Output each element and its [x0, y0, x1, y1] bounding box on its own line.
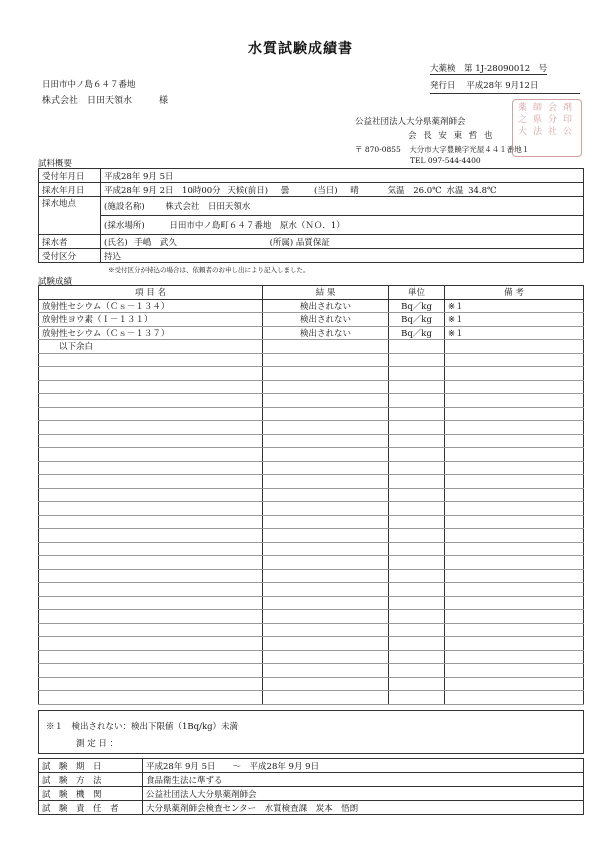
received-label: 受付年月日: [39, 169, 101, 183]
empty-cell: [389, 691, 445, 705]
footnote-box: [38, 710, 584, 754]
empty-cell: [445, 569, 584, 583]
empty-cell: [389, 677, 445, 691]
recipient-address: 日田市中ノ島６４７番地: [42, 80, 136, 90]
empty-cell: [445, 583, 584, 597]
water-temp: 34.8℃: [468, 185, 497, 196]
empty-cell: [445, 407, 584, 421]
empty-cell: [39, 367, 263, 381]
summary-row-sampler: [39, 235, 584, 249]
empty-cell: [39, 380, 263, 394]
empty-cell: [445, 542, 584, 556]
results-table: [38, 285, 584, 705]
header-remark: 備 考: [445, 286, 584, 300]
issuer-tel: TEL 097-544-4400: [410, 156, 481, 165]
empty-cell: [445, 421, 584, 435]
empty-cell: [445, 353, 584, 367]
empty-cell: [389, 623, 445, 637]
empty-cell: [39, 623, 263, 637]
table-row: [39, 664, 584, 678]
empty-cell: [39, 407, 263, 421]
table-row: [39, 448, 584, 462]
location-label: 採水地点: [39, 197, 101, 235]
test-method-label: 試 験 方 法: [39, 773, 143, 787]
unit-cell: [389, 340, 445, 354]
empty-cell: [263, 610, 389, 624]
header-result: 結 果: [263, 286, 389, 300]
empty-cell: [445, 529, 584, 543]
empty-cell: [445, 434, 584, 448]
empty-cell: [389, 515, 445, 529]
empty-cell: [389, 367, 445, 381]
table-row: [39, 299, 584, 313]
empty-cell: [263, 488, 389, 502]
issuer-president: 会 長 安 東 哲 也: [408, 131, 495, 141]
summary-row-place: [39, 216, 584, 235]
item-cell: 以下余白: [39, 340, 263, 354]
weather-day-label: (当日): [313, 185, 338, 196]
header-unit: 単位: [389, 286, 445, 300]
empty-cell: [263, 502, 389, 516]
official-seal: 薬 師 会 剤 之 県 分 印 大 法 社 公: [512, 99, 582, 157]
air-temp: 26.0℃: [413, 185, 442, 196]
empty-cell: [39, 448, 263, 462]
empty-cell: [445, 488, 584, 502]
issuer-zip: 〒 870-0855: [355, 145, 401, 154]
empty-cell: [39, 421, 263, 435]
empty-cell: [445, 380, 584, 394]
empty-cell: [389, 650, 445, 664]
empty-cell: [263, 650, 389, 664]
report-number: 大薬検 第 1J-28090012 号: [430, 64, 548, 74]
document-title: 水質試験成績書: [248, 41, 353, 57]
test-period-label: 試 験 期 日: [39, 759, 143, 773]
sampled-label: 採水年月日: [39, 183, 101, 197]
empty-cell: [39, 461, 263, 475]
remark-cell: ※１: [445, 299, 584, 313]
empty-cell: [445, 556, 584, 570]
empty-cell: [389, 610, 445, 624]
empty-cell: [445, 461, 584, 475]
facility-label: (施設名称): [104, 202, 145, 212]
table-row: [39, 488, 584, 502]
empty-cell: [445, 637, 584, 651]
water-temp-label: 水温: [446, 185, 464, 196]
test-manager-row: [39, 801, 584, 815]
sampled-value: 平成28年 9月 2日 10時00分: [104, 185, 221, 196]
issue-date: 平成28年 9月12日: [466, 81, 539, 91]
summary-row-received: [39, 169, 584, 183]
empty-cell: [445, 394, 584, 408]
empty-cell: [39, 556, 263, 570]
empty-cell: [389, 421, 445, 435]
empty-cell: [263, 407, 389, 421]
table-row: [39, 542, 584, 556]
empty-cell: [445, 623, 584, 637]
header-item: 項 目 名: [39, 286, 263, 300]
place-label: (採水場所): [104, 221, 145, 231]
empty-cell: [389, 380, 445, 394]
place-value: 日田市中ノ島町６４７番地 原水（ＮＯ．1）: [169, 221, 345, 231]
empty-cell: [39, 637, 263, 651]
empty-cell: [389, 434, 445, 448]
item-cell: 放射性セシウム（Ｃｓ－１３４）: [39, 299, 263, 313]
test-period-row: [39, 759, 584, 773]
result-cell: 検出されない: [263, 313, 389, 327]
recipient-name: 株式会社 日田天領水 様: [42, 96, 169, 106]
issue-date-label: 発行日: [430, 81, 456, 91]
table-row: [39, 610, 584, 624]
sampler-label: 採水者: [39, 235, 101, 249]
facility-value: 株式会社 日田天領水: [165, 202, 251, 212]
empty-cell: [39, 502, 263, 516]
result-cell: [263, 340, 389, 354]
empty-cell: [445, 596, 584, 610]
table-row: [39, 394, 584, 408]
empty-cell: [263, 529, 389, 543]
test-method-row: [39, 773, 584, 787]
category-value: 持込: [101, 249, 584, 263]
empty-cell: [445, 502, 584, 516]
weather-day: 晴: [350, 185, 359, 196]
empty-cell: [389, 664, 445, 678]
empty-cell: [263, 367, 389, 381]
empty-cell: [263, 421, 389, 435]
empty-cell: [445, 691, 584, 705]
empty-cell: [39, 664, 263, 678]
table-row: [39, 380, 584, 394]
table-row: [39, 583, 584, 597]
table-row: [39, 569, 584, 583]
table-row: [39, 326, 584, 340]
dept-label: (所属): [269, 237, 294, 248]
empty-cell: [445, 650, 584, 664]
empty-cell: [263, 448, 389, 462]
test-org-row: [39, 787, 584, 801]
table-row: [39, 313, 584, 327]
empty-cell: [39, 650, 263, 664]
test-method-value: 食品衛生法に準ずる: [143, 773, 584, 787]
summary-table: [38, 168, 584, 263]
empty-cell: [39, 583, 263, 597]
table-row: [39, 556, 584, 570]
footnote-1: ※１ 検出されない：検出下限値（1Bq/kg）未満: [46, 722, 239, 732]
table-row: [39, 407, 584, 421]
empty-cell: [445, 515, 584, 529]
empty-cell: [263, 475, 389, 489]
empty-cell: [39, 677, 263, 691]
empty-cell: [263, 353, 389, 367]
empty-cell: [263, 691, 389, 705]
empty-cell: [389, 556, 445, 570]
empty-cell: [389, 488, 445, 502]
empty-cell: [445, 475, 584, 489]
issue-date-row: [430, 79, 538, 91]
table-row: [39, 367, 584, 381]
empty-cell: [263, 583, 389, 597]
sampler-name: 手嶋 武久: [134, 237, 177, 248]
empty-cell: [39, 569, 263, 583]
empty-cell: [39, 353, 263, 367]
empty-cell: [39, 542, 263, 556]
empty-cell: [389, 353, 445, 367]
empty-cell: [39, 515, 263, 529]
empty-cell: [39, 434, 263, 448]
empty-cell: [263, 556, 389, 570]
test-org-value: 公益社団法人大分県薬剤師会: [143, 787, 584, 801]
empty-cell: [39, 529, 263, 543]
unit-cell: Bq／kg: [389, 313, 445, 327]
empty-cell: [263, 461, 389, 475]
empty-cell: [39, 691, 263, 705]
test-period-value: 平成28年 9月 5日 ～ 平成28年 9月 9日: [143, 759, 584, 773]
empty-cell: [39, 475, 263, 489]
empty-cell: [445, 664, 584, 678]
empty-cell: [389, 583, 445, 597]
air-temp-label: 気温: [387, 185, 405, 196]
results-section-label: 試験成績: [38, 277, 73, 287]
table-row: [39, 596, 584, 610]
empty-cell: [263, 664, 389, 678]
empty-cell: [389, 637, 445, 651]
test-manager-label: 試 験 責 任 者: [39, 801, 143, 815]
empty-cell: [389, 502, 445, 516]
empty-cell: [389, 529, 445, 543]
issuer-address: 大分市大字豊饒字光屋４４１番地１: [409, 145, 530, 154]
test-info-table: [38, 758, 584, 815]
empty-cell: [263, 515, 389, 529]
empty-cell: [445, 448, 584, 462]
summary-row-location: [39, 197, 584, 216]
issuer-address-row: [355, 144, 529, 155]
test-org-label: 試 験 機 関: [39, 787, 143, 801]
table-row: [39, 529, 584, 543]
summary-row-category: [39, 249, 584, 263]
table-row: [39, 461, 584, 475]
empty-cell: [263, 569, 389, 583]
table-row: [39, 691, 584, 705]
empty-cell: [263, 677, 389, 691]
empty-cell: [445, 677, 584, 691]
remark-cell: ※１: [445, 326, 584, 340]
empty-cell: [263, 380, 389, 394]
weather-prev: 曇: [280, 185, 290, 196]
summary-section-label: 試料概要: [38, 159, 73, 169]
empty-cell: [263, 434, 389, 448]
category-label: 受付区分: [39, 249, 101, 263]
table-row: [39, 353, 584, 367]
table-row: [39, 650, 584, 664]
remark-cell: ※１: [445, 313, 584, 327]
empty-cell: [263, 623, 389, 637]
empty-cell: [445, 610, 584, 624]
empty-cell: [389, 407, 445, 421]
empty-cell: [389, 542, 445, 556]
test-manager-value: 大分県薬剤師会検査センター 水質検査課 炭本 悟朗: [143, 801, 584, 815]
item-cell: 放射性ヨウ素（Ｉ－１３１）: [39, 313, 263, 327]
item-cell: 放射性セシウム（Ｃｓ－１３７）: [39, 326, 263, 340]
empty-cell: [389, 569, 445, 583]
empty-cell: [263, 542, 389, 556]
table-row: [39, 502, 584, 516]
sampler-name-label: (氏名): [104, 237, 128, 248]
table-row: [39, 637, 584, 651]
summary-row-sampled: [39, 183, 584, 197]
category-note: ※受付区分が持込の場合は、依頼者のお申し出により記入しました。: [108, 266, 310, 274]
results-header-row: [39, 286, 584, 300]
unit-cell: Bq／kg: [389, 299, 445, 313]
table-row: [39, 623, 584, 637]
remark-cell: [445, 340, 584, 354]
empty-cell: [39, 610, 263, 624]
unit-cell: Bq／kg: [389, 326, 445, 340]
footnote-2: 測 定 日 ：: [76, 739, 119, 749]
received-value: 平成28年 9月 5日: [101, 169, 584, 183]
empty-cell: [263, 637, 389, 651]
empty-cell: [389, 596, 445, 610]
empty-cell: [39, 488, 263, 502]
result-cell: 検出されない: [263, 299, 389, 313]
table-row: [39, 434, 584, 448]
empty-cell: [389, 448, 445, 462]
issue-date-underline: [430, 93, 580, 94]
empty-cell: [39, 596, 263, 610]
table-row: [39, 475, 584, 489]
table-row: [39, 421, 584, 435]
weather-prev-label: 天候(前日): [227, 185, 269, 196]
empty-cell: [389, 461, 445, 475]
empty-cell: [263, 394, 389, 408]
empty-cell: [445, 367, 584, 381]
issuer-org: 公益社団法人大分県薬剤師会: [355, 117, 466, 127]
table-row: [39, 515, 584, 529]
empty-cell: [389, 475, 445, 489]
empty-cell: [263, 596, 389, 610]
empty-cell: [389, 394, 445, 408]
table-row: [39, 340, 584, 354]
empty-cell: [39, 394, 263, 408]
result-cell: 検出されない: [263, 326, 389, 340]
dept-value: 品質保証: [295, 237, 330, 248]
table-row: [39, 677, 584, 691]
